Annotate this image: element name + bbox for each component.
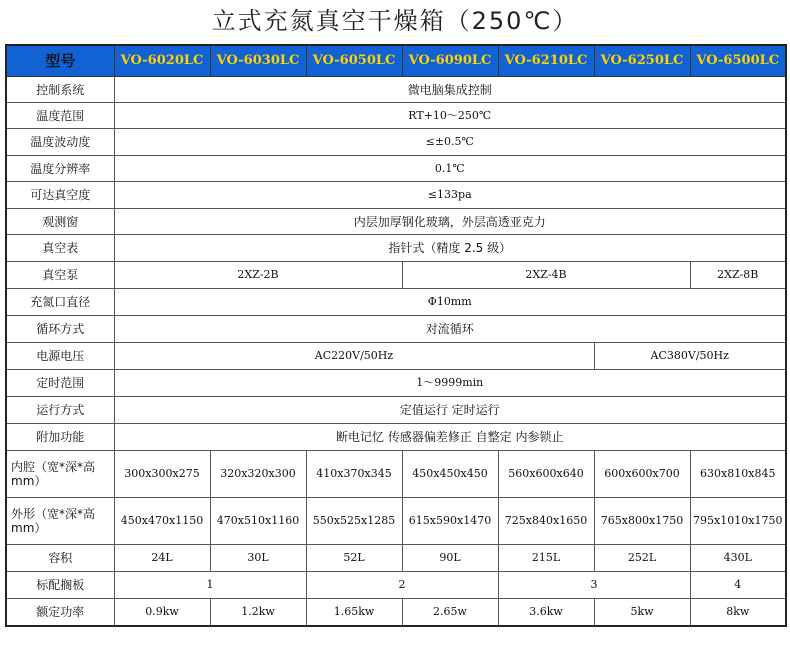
table-cell: 600x600x700	[594, 451, 690, 498]
table-cell: 24L	[114, 545, 210, 572]
row-label: 额定功率	[6, 599, 114, 627]
table-cell: 5kw	[594, 599, 690, 627]
table-cell: 微电脑集成控制	[114, 77, 786, 103]
row-label: 标配搁板	[6, 572, 114, 599]
table-cell: 2.65w	[402, 599, 498, 627]
table-cell: 2	[306, 572, 498, 599]
spec-table	[5, 44, 787, 627]
table-cell: 内层加厚钢化玻璃，外层高透亚克力	[114, 209, 786, 235]
table-cell: 52L	[306, 545, 402, 572]
row-label: 真空泵	[6, 262, 114, 289]
row-label: 观测窗	[6, 209, 114, 235]
page-title: 立式充氮真空干燥箱（250℃）	[211, 7, 579, 35]
table-row	[6, 182, 786, 209]
model-header-cell: VO-6050LC	[306, 45, 402, 77]
model-header-cell: VO-6250LC	[594, 45, 690, 77]
row-label: 真空表	[6, 235, 114, 262]
table-row	[6, 129, 786, 156]
table-cell: 215L	[498, 545, 594, 572]
table-cell: 300x300x275	[114, 451, 210, 498]
row-label: 温度范围	[6, 103, 114, 129]
table-header-row	[6, 45, 786, 77]
table-cell: 2XZ-2B	[114, 262, 402, 289]
table-cell: 615x590x1470	[402, 498, 498, 545]
table-cell: 30L	[210, 545, 306, 572]
table-cell: 1.2kw	[210, 599, 306, 627]
table-cell: 410x370x345	[306, 451, 402, 498]
table-cell: 630x810x845	[690, 451, 786, 498]
table-cell: 725x840x1650	[498, 498, 594, 545]
table-cell: 1～9999min	[114, 370, 786, 397]
row-label: 温度分辨率	[6, 156, 114, 182]
table-row	[6, 397, 786, 424]
table-row	[6, 545, 786, 572]
table-row	[6, 498, 786, 545]
table-cell: 3.6kw	[498, 599, 594, 627]
table-row	[6, 262, 786, 289]
table-cell: 252L	[594, 545, 690, 572]
row-label: 电源电压	[6, 343, 114, 370]
table-cell: 795x1010x1750	[690, 498, 786, 545]
model-header-cell: VO-6020LC	[114, 45, 210, 77]
table-cell: 指针式（精度 2.5 级）	[114, 235, 786, 262]
row-label: 外形（宽*深*高mm）	[6, 498, 114, 545]
table-row	[6, 424, 786, 451]
model-header-cell: VO-6090LC	[402, 45, 498, 77]
table-row	[6, 451, 786, 498]
row-label: 控制系统	[6, 77, 114, 103]
row-label: 内腔（宽*深*高mm）	[6, 451, 114, 498]
table-cell: 2XZ-8B	[690, 262, 786, 289]
table-cell: ≤±0.5℃	[114, 129, 786, 156]
table-cell: 2XZ-4B	[402, 262, 690, 289]
table-row	[6, 289, 786, 316]
table-cell: 430L	[690, 545, 786, 572]
row-label: 可达真空度	[6, 182, 114, 209]
table-cell: 450x470x1150	[114, 498, 210, 545]
table-cell: RT+10～250℃	[114, 103, 786, 129]
table-row	[6, 209, 786, 235]
table-cell: 560x600x640	[498, 451, 594, 498]
table-cell: 8kw	[690, 599, 786, 627]
table-cell: AC220V/50Hz	[114, 343, 594, 370]
table-row	[6, 77, 786, 103]
table-cell: 550x525x1285	[306, 498, 402, 545]
table-row	[6, 316, 786, 343]
row-label: 定时范围	[6, 370, 114, 397]
row-label: 容积	[6, 545, 114, 572]
row-label: 充氮口直径	[6, 289, 114, 316]
table-row	[6, 599, 786, 627]
row-label: 温度波动度	[6, 129, 114, 156]
table-cell: 4	[690, 572, 786, 599]
row-label: 附加功能	[6, 424, 114, 451]
table-row	[6, 572, 786, 599]
table-cell: 1	[114, 572, 306, 599]
model-header-cell: VO-6210LC	[498, 45, 594, 77]
row-label: 循环方式	[6, 316, 114, 343]
table-row	[6, 370, 786, 397]
model-header-cell: VO-6500LC	[690, 45, 786, 77]
table-cell: Φ10mm	[114, 289, 786, 316]
table-cell: 定值运行 定时运行	[114, 397, 786, 424]
model-header-cell: VO-6030LC	[210, 45, 306, 77]
table-row	[6, 156, 786, 182]
table-cell: 765x800x1750	[594, 498, 690, 545]
table-cell: 0.9kw	[114, 599, 210, 627]
table-cell: 对流循环	[114, 316, 786, 343]
table-cell: 断电记忆 传感器偏差修正 自整定 内参锁止	[114, 424, 786, 451]
table-row	[6, 103, 786, 129]
table-cell: 0.1℃	[114, 156, 786, 182]
table-cell: 320x320x300	[210, 451, 306, 498]
table-cell: AC380V/50Hz	[594, 343, 786, 370]
row-label: 运行方式	[6, 397, 114, 424]
table-cell: 3	[498, 572, 690, 599]
table-cell: 470x510x1160	[210, 498, 306, 545]
table-cell: 1.65kw	[306, 599, 402, 627]
table-cell: 90L	[402, 545, 498, 572]
table-cell: ≤133pa	[114, 182, 786, 209]
table-row	[6, 235, 786, 262]
table-cell: 450x450x450	[402, 451, 498, 498]
model-header-label: 型号	[6, 45, 114, 77]
table-row	[6, 343, 786, 370]
